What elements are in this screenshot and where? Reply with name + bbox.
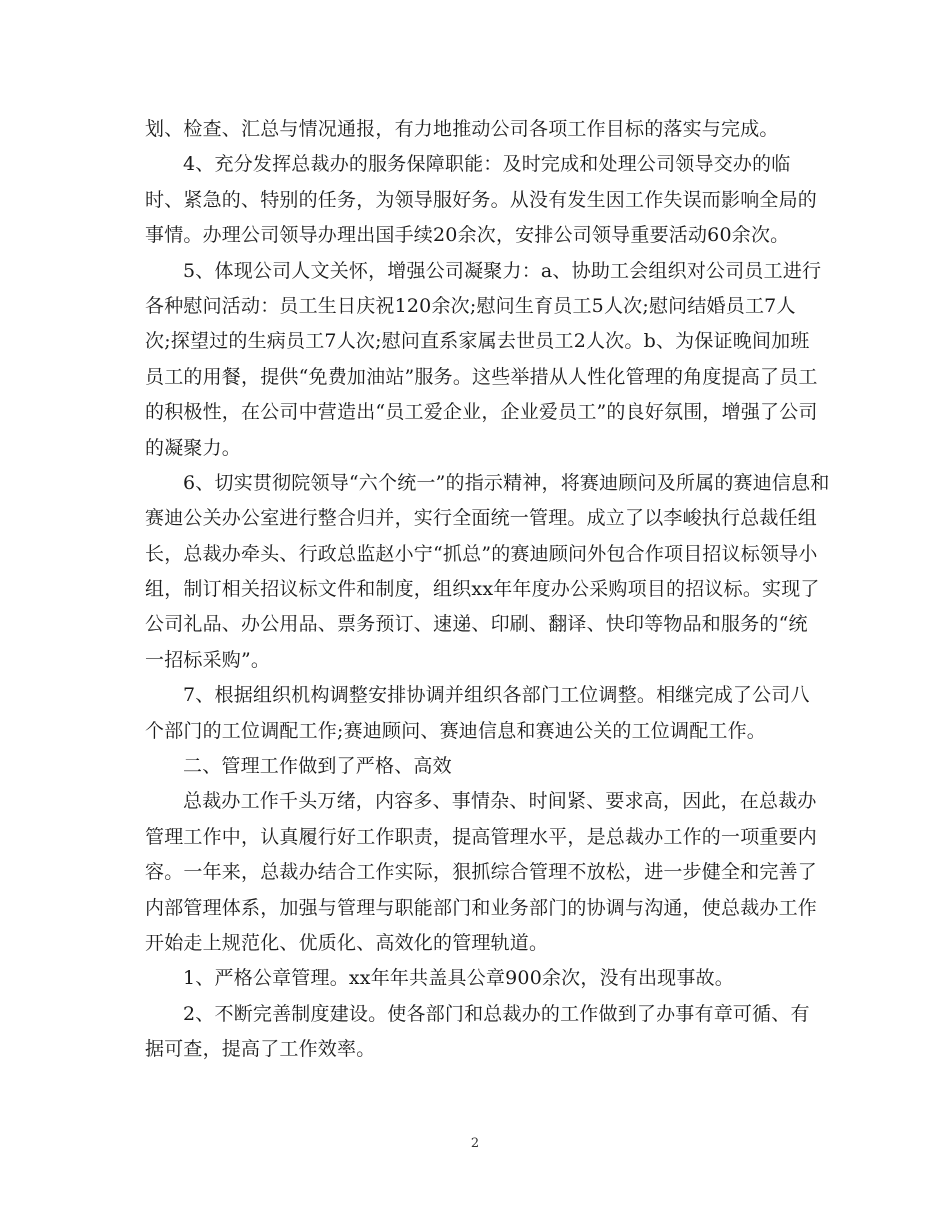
text-line: 开始走上规范化、优质化、高效化的管理轨道。 [145,931,549,954]
text-line: 个部门的工位调配工作;赛迪顾问、赛迪信息和赛迪公关的工位调配工作。 [145,719,767,742]
text-line: 7、根据组织机构调整安排协调并组织各部门工位调整。相继完成了公司八 [183,684,810,707]
text-line: 2、不断完善制度建设。使各部门和总裁办的工作做到了办事有章可循、有 [183,1002,810,1025]
text-line: 5、体现公司人文关怀，增强公司凝聚力：a、协助工会组织对公司员工进行 [183,259,822,282]
body-text [145,112,830,1068]
text-line: 据可查，提高了工作效率。 [145,1038,376,1061]
text-line: 组，制订相关招议标文件和制度，组织xx年年度办公采购项目的招议标。实现了 [145,578,820,601]
text-line: 时、紧急的、特别的任务，为领导服好务。从没有发生因工作失误而影响全局的 [145,188,818,211]
text-line: 总裁办工作千头万绪，内容多、事情杂、时间紧、要求高，因此，在总裁办 [183,790,817,813]
text-line: 4、充分发挥总裁办的服务保障职能：及时完成和处理公司领导交办的临 [183,153,791,176]
text-line: 内部管理体系，加强与管理与职能部门和业务部门的协调与沟通，使总裁办工作 [145,896,818,919]
page-number: 2 [470,1136,480,1151]
text-line: 各种慰问活动：员工生日庆祝120余次;慰问生育员工5人次;慰问结婚员工7人 [145,294,796,317]
text-line: 6、切实贯彻院领导“六个统一”的指示精神，将赛迪顾问及所属的赛迪信息和 [183,471,830,494]
text-line: 1、严格公章管理。xx年年共盖具公章900余次，没有出现事故。 [183,967,734,990]
text-line: 公司礼品、办公用品、票务预订、速递、印刷、翻译、快印等物品和服务的“统 [145,613,808,636]
text-line: 赛迪公关办公室进行整合归并，实行全面统一管理。成立了以李峻执行总裁任组 [145,507,818,530]
text-line: 容。一年来，总裁办结合工作实际，狠抓综合管理不放松，进一步健全和完善了 [145,861,818,884]
text-line: 的凝聚力。 [145,436,242,459]
text-line: 划、检查、汇总与情况通报，有力地推动公司各项工作目标的落实与完成。 [145,118,779,140]
text-line: 事情。办理公司领导办理出国手续20余次，安排公司领导重要活动60余次。 [145,224,790,247]
text-line: 次;探望过的生病员工7人次;慰问直系家属去世员工2人次。b、为保证晚间加班 [145,330,810,353]
text-line: 的积极性，在公司中营造出“员工爱企业，企业爱员工”的良好氛围，增强了公司 [145,401,818,424]
text-line: 管理工作中，认真履行好工作职责，提高管理水平，是总裁办工作的一项重要内 [145,825,818,848]
text-line: 员工的用餐，提供“免费加油站”服务。这些举措从人性化管理的角度提高了员工 [145,365,818,388]
section-heading: 二、管理工作做到了严格、高效 [183,755,452,778]
text-line: 一招标采购”。 [145,648,271,671]
text-line: 长，总裁办牵头、行政总监赵小宁“抓总”的赛迪顾问外包合作项目招议标领导小 [145,542,818,565]
